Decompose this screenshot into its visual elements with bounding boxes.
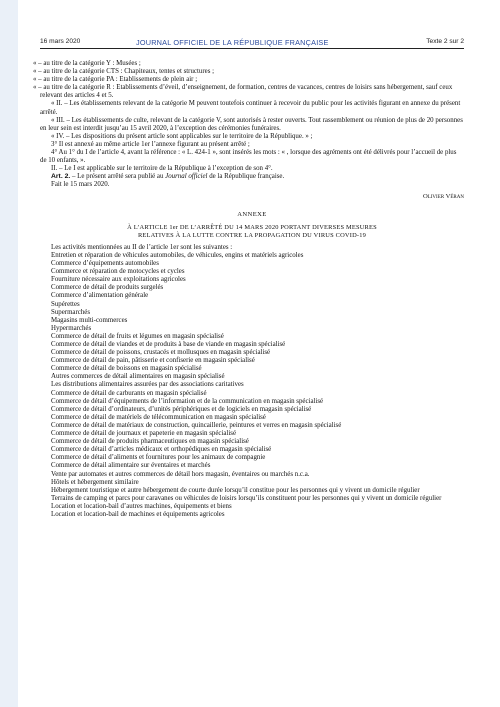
header-date: 16 mars 2020 (40, 38, 81, 45)
annexe-activity-item: Terrains de camping et parcs pour caravanes ou véhicules de loisirs lorsqu’ils constituent pour les personnes qui y vivent un domicile régulier (51, 494, 442, 502)
header-text-number: Texte 2 sur 2 (426, 38, 464, 45)
paragraph: « III. – Les établissements de culte, relevant de la catégorie V, sont autorisés à rester ouverts. Tout rassemblement ou réunion de plus de 20 personnes en leur sein est interdit jusqu’au 15 avril 2020, à l’exception des cérémonies funéraires. (40, 116, 463, 132)
annexe-subtitle (40, 224, 464, 240)
annexe-activity-item: Magasins multi-commerces (51, 316, 128, 324)
annexe-activity-item: Hôtels et hébergement similaire (51, 478, 139, 486)
annexe-activity-item: Fourniture nécessaire aux exploitations agricoles (51, 276, 186, 284)
annexe-activity-item: Commerce de détail alimentaire sur éventaires et marchés (51, 462, 211, 470)
paragraph: II. – Le I est applicable sur le territoire de la République à l’exception de son 4°. (51, 165, 273, 173)
page-header (40, 38, 464, 50)
annexe-activity-item: Commerce de détail de fruits et légumes en magasin spécialisé (51, 332, 224, 340)
annexe-intro: Les activités mentionnées au II de l’article 1er sont les suivantes : (51, 243, 233, 251)
annexe-activity-item: Commerce de détail de viandes et de produits à base de viande en magasin spécialisé (51, 341, 286, 348)
annexe-activity-item: Autres commerces de détail alimentaires en magasin spécialisé (51, 373, 225, 381)
annexe-activity-item: Supérettes (51, 300, 80, 308)
annexe-activity-item: Commerce de détail d’ordinateurs, d’unités périphériques et de logiciels en magasin spécialisé (51, 405, 312, 413)
fait-line: Fait le 15 mars 2020. (51, 181, 110, 189)
left-margin-bar (0, 0, 18, 707)
category-item: « – au titre de la catégorie PA : Etablissements de plein air ; (33, 76, 198, 84)
annexe-title: ANNEXE (237, 210, 267, 218)
annexe-activity-item: Commerce de détail de matériaux de construction, quincaillerie, peintures et verres en magasin spécialisé (51, 421, 342, 429)
category-item: « – au titre de la catégorie Y : Musées ; (33, 60, 141, 67)
annexe-activity-item: Commerce de détail de matériels de télécommunication en magasin spécialisé (51, 413, 266, 421)
annexe-activity-item: Commerce et réparation de motocycles et cycles (51, 268, 185, 276)
article-2 (40, 173, 464, 181)
signature: Olivier Véran (422, 192, 464, 200)
category-item: « – au titre de la catégorie CTS : Chapiteaux, tentes et structures ; (33, 68, 215, 76)
article-2-label: Art. 2. (51, 173, 71, 181)
article-2-text-end: de la République française. (207, 173, 285, 181)
annexe-activity-item: Commerce de détail de pain, pâtisserie et confiserie en magasin spécialisé (51, 357, 255, 365)
header-journal-title: JOURNAL OFFICIEL DE LA RÉPUBLIQUE FRANÇAISE (136, 37, 329, 47)
annexe-activity-item: Commerce de détail de boissons en magasin spécialisé (51, 365, 202, 373)
category-item: « – au titre de la catégorie R : Etablissements d’éveil, d’enseignement, de formation, centres de vacances, centres de loisirs sans hébergement, sauf ceux relevant des articles 4 et 5. (33, 84, 453, 100)
annexe-activity-item: Commerce de détail d’équipements de l’information et de la communication en magasin spécialisé (51, 397, 324, 405)
annexe-activity-item: Commerce de détail de produits surgelés (51, 284, 164, 292)
annexe-activity-item: Commerce de détail de journaux et papeterie en magasin spécialisé (51, 430, 237, 438)
article-2-journal: Journal officiel (165, 173, 208, 181)
annexe-activity-item: Vente par automates et autres commerces de détail hors magasin, éventaires ou marchés n.c.a. (51, 470, 310, 478)
paragraph: 3° Il est annexé au même article 1er l’annexe figurant au présent arrêté ; (51, 140, 250, 148)
annexe-activity-item: Commerce de détail d’articles médicaux et orthopédiques en magasin spécialisé (51, 446, 272, 454)
annexe-activity-item: Location et location-bail de machines et équipements agricoles (51, 510, 225, 518)
annexe-activity-list (40, 252, 464, 519)
header-rule (40, 48, 464, 49)
document-body (33, 60, 464, 519)
paragraph: « II. – Les établissements relevant de la catégorie M peuvent toutefois continuer à recevoir du public pour les activités figurant en annexe du présent arrêté. (40, 100, 461, 116)
annexe-activity-item: Les distributions alimentaires assurées par des associations caritatives (51, 381, 244, 389)
paragraph: 4° Au 1° du I de l’article 4, avant la référence : « L. 424-1 », sont insérés les mots : « , lorsque des agréments ont été délivrés pour l’accueil de plus de 10 enfants, ». (40, 149, 457, 165)
article-2-text: – Le présent arrêté sera publié au (70, 173, 166, 181)
annexe-activity-item: Commerce de détail de carburants en magasin spécialisé (51, 389, 207, 397)
annexe-activity-item: Location et location-bail d’autres machines, équipements et biens (51, 502, 232, 510)
annexe-activity-item: Hébergement touristique et autre hébergement de courte durée lorsqu’il constitue pour les personnes qui y vivent un domicile régulier (51, 486, 420, 494)
annexe-activity-item: Commerce de détail de poissons, crustacés et mollusques en magasin spécialisé (51, 349, 271, 357)
annexe-subtitle-line-2: RELATIVES À LA LUTTE CONTRE LA PROPAGATION DU VIRUS COVID-19 (137, 231, 367, 239)
annexe-activity-item: Supermarchés (51, 308, 91, 316)
annexe-activity-item: Commerce d’équipements automobiles (51, 260, 159, 268)
annexe-subtitle-line-1: À L’ARTICLE 1er DE L’ARRÊTÉ DU 14 MARS 2020 PORTANT DIVERSES MESURES (127, 223, 377, 231)
annexe-activity-item: Hypermarchés (51, 324, 92, 332)
annexe-activity-item: Entretien et réparation de véhicules automobiles, de véhicules, engins et matériels agricoles (51, 251, 304, 259)
annexe-activity-item: Commerce d’alimentation générale (51, 292, 149, 300)
annexe-activity-item: Commerce de détail de produits pharmaceutiques en magasin spécialisé (51, 438, 249, 446)
paragraph: « IV. – Les dispositions du présent article sont applicables sur le territoire de la République. » ; (51, 132, 313, 140)
annexe-activity-item: Commerce de détail d’aliments et fournitures pour les animaux de compagnie (51, 454, 266, 462)
